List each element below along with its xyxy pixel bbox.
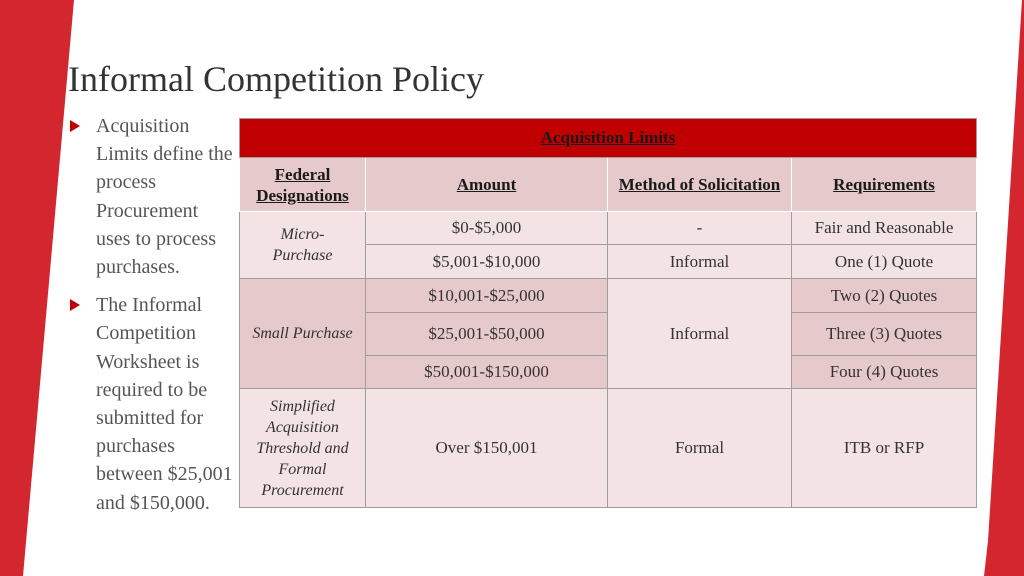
cell-amount: $10,001-$25,000: [366, 279, 608, 313]
table-row: [240, 212, 977, 245]
designation-small-purchase: Small Purchase: [240, 279, 366, 389]
cell-method: Formal: [608, 389, 792, 508]
designation-simplified-text: Simplified Acquisition Threshold and Formal Procurement: [256, 397, 349, 499]
bullet-text: Acquisition Limits define the process Procurement uses to process purchases.: [96, 115, 233, 279]
right-accent-shape: [984, 0, 1024, 576]
cell-amount: $0-$5,000: [366, 212, 608, 245]
cell-amount: $25,001-$50,000: [366, 313, 608, 356]
cell-method: -: [608, 212, 792, 245]
table-row: [240, 389, 977, 508]
triangle-bullet-icon: [70, 120, 80, 132]
cell-requirements: Fair and Reasonable: [792, 212, 977, 245]
table-row: [240, 279, 977, 313]
slide-title: Informal Competition Policy: [68, 59, 484, 99]
designation-simplified: [240, 389, 366, 508]
designation-micro-purchase: [240, 212, 366, 279]
bullet-item: [68, 291, 236, 517]
acquisition-limits-table: [239, 118, 977, 508]
header-amount: Amount: [366, 158, 608, 212]
designation-micro-text: Micro-Purchase: [272, 226, 333, 264]
bullet-text: The Informal Competition Worksheet is required to be submitted for purchases between $25,001 and $150,000.: [96, 294, 233, 514]
bullet-item: [68, 112, 236, 281]
cell-requirements: Two (2) Quotes: [792, 279, 977, 313]
bullet-list: [68, 112, 236, 527]
header-designation: Federal Designations: [240, 158, 366, 212]
cell-amount: $5,001-$10,000: [366, 245, 608, 279]
triangle-bullet-icon: [70, 299, 80, 311]
cell-method: Informal: [608, 245, 792, 279]
header-method: Method of Solicitation: [608, 158, 792, 212]
cell-requirements: One (1) Quote: [792, 245, 977, 279]
cell-requirements: Four (4) Quotes: [792, 356, 977, 389]
left-accent-shape: [0, 0, 74, 576]
cell-requirements: ITB or RFP: [792, 389, 977, 508]
table-caption: Acquisition Limits: [240, 119, 977, 158]
cell-method-merged: Informal: [608, 279, 792, 389]
header-requirements: Requirements: [792, 158, 977, 212]
cell-amount: $50,001-$150,000: [366, 356, 608, 389]
cell-requirements: Three (3) Quotes: [792, 313, 977, 356]
cell-amount: Over $150,001: [366, 389, 608, 508]
